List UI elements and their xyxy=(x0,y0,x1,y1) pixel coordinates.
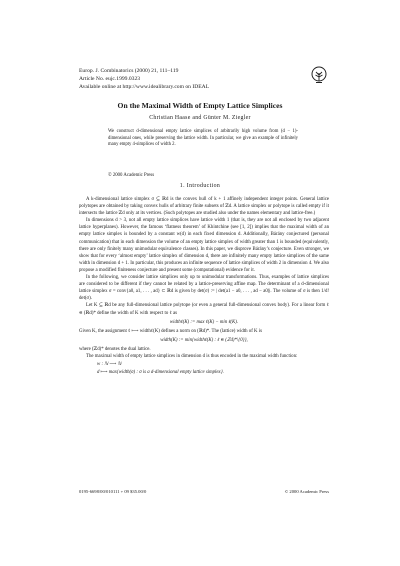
copyright-top: © 2000 Academic Press xyxy=(108,173,155,178)
abstract: We construct d-dimensional empty lattice simplices of arbitrarily high volume from (d − 1)-dimensional ones, while preserving the lattice width. In particular, we give an example of infinitely many empty 4-simplices of width 2. xyxy=(108,129,298,148)
paragraph: A k-dimensional lattice simplex σ ⊆ ℝd is the convex hull of k + 1 affinely independent integer points. General lattice polytopes are obtained by taking convex hulls of arbitrary finite subsets of ℤd. A lattice simplex or polytope is called empty if it intersects the lattice ℤd only at its vertices. (Such polytopes are studied also under the names elementary and lattice-free.) xyxy=(79,197,329,217)
footer-copyright: © 2000 Academic Press xyxy=(284,489,329,494)
equation-w-def: d ⟼ max{width(σ) : σ is a d-dimensional empty lattice simplex}. xyxy=(97,370,224,376)
equation-w-map: w : ℕ ⟶ ℕ xyxy=(97,362,122,368)
journal-header xyxy=(79,67,329,92)
paper-title: On the Maximal Width of Empty Lattice Simplices xyxy=(117,101,283,110)
paragraph: In the following, we consider lattice simplices only up to unimodular transformations. Thus, examples of lattice simplices are considered to be different if they cannot be related by a lattice-preserving affine map. The determinant of a d-dimensional lattice simplex σ = conv{a0, a1, . . . , ad} ⊂ ℝd is given by det(σ) := | det(a1 − a0, . . . , ad − a0)|. The volume of σ is then 1/d! det(σ). xyxy=(79,275,329,302)
paragraph: The maximal width of empty lattice simplices in dimension d is thus encoded in the maximal width function: xyxy=(86,353,298,359)
paragraph: Let K ⊆ ℝd be any full-dimensional lattice polytope (or even a general full-dimensional convex body). For a linear form ℓ ∈ (ℝd)* define the width of K with respect to ℓ as xyxy=(79,303,329,316)
equation-lattice-width: width(K) := min{widthℓ(K) : ℓ ∈ (ℤd)*\{0}}, xyxy=(160,337,248,343)
journal-citation: Europ. J. Combinatorics (2000) 21, 111–119 xyxy=(79,68,179,74)
paper-authors: Christian Haase and Günter M. Ziegler xyxy=(149,115,251,121)
article-number: Article No. eujc.1999.0323 xyxy=(79,76,141,83)
paragraph: Given K, the assignment ℓ ⟼ widthℓ(K) defines a norm on (ℝd)*. The (lattice) width of K is xyxy=(79,328,262,334)
online-availability[interactable]: Available online at http://www.idealibrary.com on IDEAL xyxy=(79,84,210,91)
elsevier-tree-logo xyxy=(311,66,327,84)
body-text xyxy=(79,196,329,377)
section-heading: 1. Introduction xyxy=(179,183,221,189)
page-footer xyxy=(79,489,329,497)
equation-width-l: widthℓ(K) := max ℓ(K) − min ℓ(K). xyxy=(169,319,239,325)
paragraph: In dimensions d > 3, not all empty lattice simplices have lattice width 1 (that is, they are not all enclosed by two adjacent lattice hyperplanes). However, the famous ‘flatness theorem’ of Khintchine (see [1, 2]) implies that the maximal width of an empty lattice simplex is bounded by a constant w(d) in each fixed dimension d. Additionally, Bárány conjectured (personal communication) that in each dimension the volume of an empty lattice simplex of width greater than 1 is bounded (equivalently, there are only finitely many unimodular equivalence classes). In this paper, we disprove Bárány’s conjecture. Even stronger, we show that for every ‘almost empty’ lattice simplex of dimension d, there are infinitely many empty lattice simplices of the same width in dimension d + 1. In particular, this produces an infinite sequence of lattice simplices of width 2 in dimension 4. We also propose a modified finiteness conjecture and present some (computational) evidence for it. xyxy=(79,218,329,273)
footer-code: 0195-6698/00/010111 + 09 $35.00/0 xyxy=(79,489,147,494)
paragraph: where (ℤd)* denotes the dual lattice. xyxy=(79,346,151,352)
